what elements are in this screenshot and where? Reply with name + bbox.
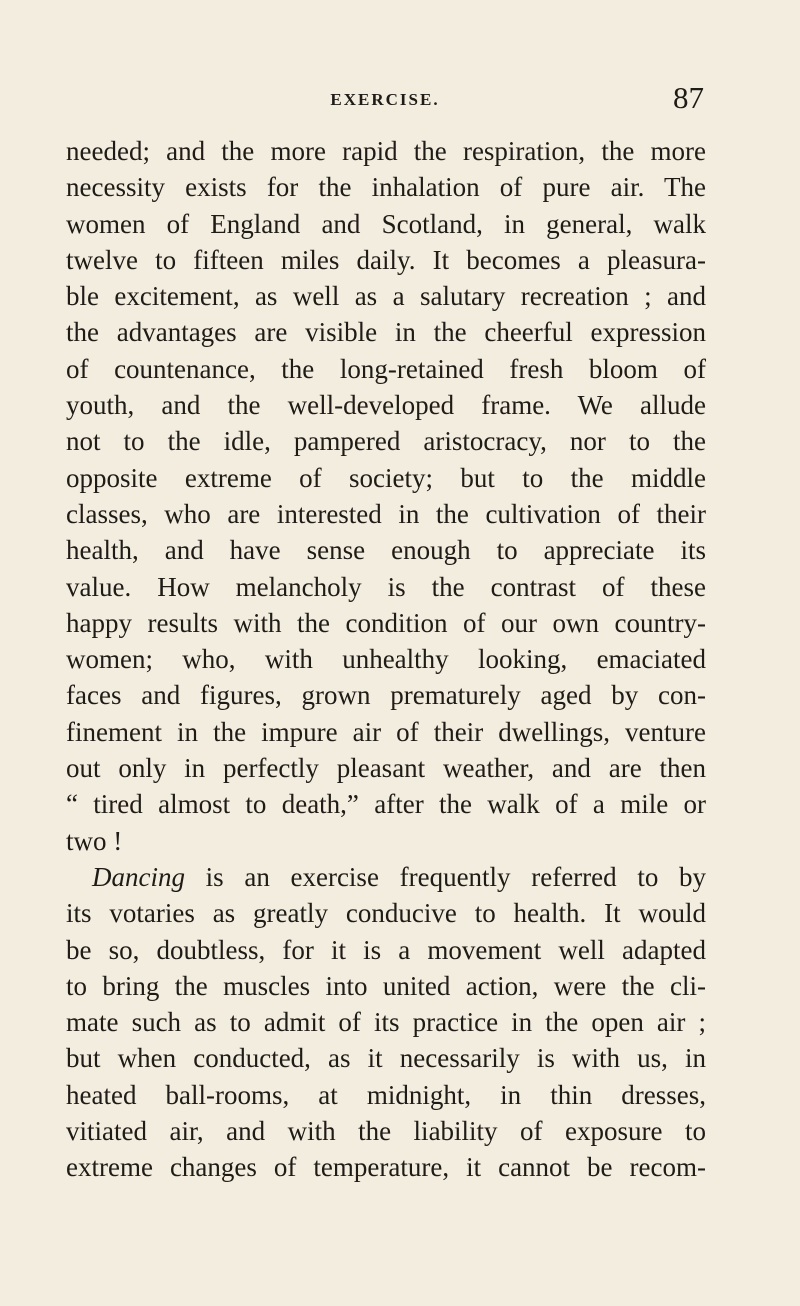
text-line: twelve to fifteen miles daily. It becomes a pleasura- <box>66 244 706 275</box>
text-line: ble excitement, as well as a salutary recreation ; and <box>66 281 706 312</box>
body-text <box>66 133 706 1186</box>
paragraph-end-line: two ! <box>66 825 123 856</box>
text-line: vitiated air, and with the liability of exposure to <box>66 1116 706 1147</box>
text-line: classes, who are interested in the cultivation of their <box>66 498 706 529</box>
text-line: necessity exists for the inhalation of pure air. The <box>66 172 706 203</box>
text-line: mate such as to admit of its practice in the open air ; <box>66 1007 706 1038</box>
text-line: the advantages are visible in the cheerful expression <box>66 317 706 348</box>
text-line: of countenance, the long-retained fresh bloom of <box>66 353 706 384</box>
text-line: youth, and the well-developed frame. We allude <box>66 390 706 421</box>
text-line: not to the idle, pampered aristocracy, nor to the <box>66 426 706 457</box>
text-line: “ tired almost to death,” after the walk of a mile or <box>66 789 706 820</box>
text-line: be so, doubtless, for it is a movement well adapted <box>66 934 706 965</box>
text-line: to bring the muscles into united action, were the cli- <box>66 970 706 1001</box>
text-line: but when conducted, as it necessarily is with us, in <box>66 1043 706 1074</box>
text-line: health, and have sense enough to appreciate its <box>66 535 706 566</box>
text-line: needed; and the more rapid the respiration, the more <box>66 136 706 166</box>
text-line: women; who, with unhealthy looking, emaciated <box>66 644 706 675</box>
text-line: happy results with the condition of our own country- <box>66 607 706 638</box>
text-line: extreme changes of temperature, it cannot be recom- <box>66 1152 706 1183</box>
text-line-rest: is an exercise frequently referred to by <box>184 861 706 892</box>
text-line: out only in perfectly pleasant weather, and are then <box>66 753 706 784</box>
text-line: its votaries as greatly conducive to health. It would <box>66 898 706 929</box>
text-line: opposite extreme of society; but to the middle <box>66 462 706 493</box>
text-line: women of England and Scotland, in general, walk <box>66 208 706 239</box>
running-head <box>66 80 704 115</box>
text-line: finement in the impure air of their dwellings, venture <box>66 716 706 747</box>
paragraph-start-line <box>66 859 706 895</box>
running-title: EXERCISE. <box>330 90 440 109</box>
italic-term: Dancing <box>92 861 185 892</box>
page-number: 87 <box>673 80 704 115</box>
text-line: value. How melancholy is the contrast of these <box>66 571 706 602</box>
text-line: faces and figures, grown prematurely aged by con- <box>66 680 706 711</box>
text-line: heated ball-rooms, at midnight, in thin dresses, <box>66 1079 706 1110</box>
